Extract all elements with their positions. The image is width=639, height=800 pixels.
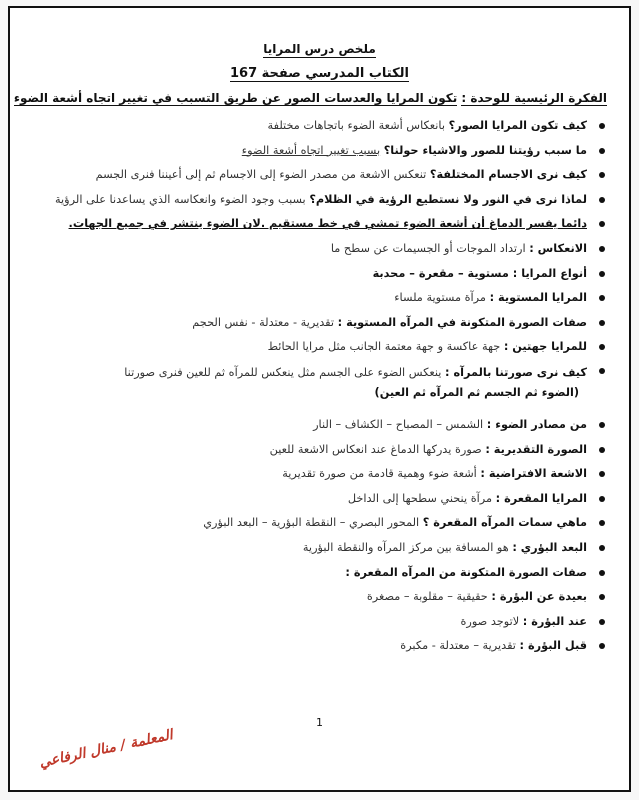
item-value: بسبب وجود الضوء وانعكاسه الذي يساعدنا على الرؤية bbox=[54, 192, 306, 206]
list-item bbox=[27, 212, 607, 237]
list-item bbox=[27, 511, 607, 536]
item-value: تقديرية – معتدلة - مكبرة bbox=[400, 639, 516, 653]
bullet-icon bbox=[599, 246, 605, 252]
bullet-icon bbox=[599, 295, 605, 301]
list-item bbox=[27, 360, 607, 413]
item-key: لماذا نرى في النور ولا نستطيع الرؤية في الظلام؟ bbox=[309, 192, 587, 206]
item-value: المحور البصري – النقطة البؤرية – البعد البؤري bbox=[203, 516, 420, 530]
list-item bbox=[27, 585, 607, 610]
item-key: دائما يفسر الدماغ أن أشعة الضوء تمشي في خط مستقيم .لان الضوء ينتشر في جميع الجهات. bbox=[68, 217, 587, 231]
list-item bbox=[27, 114, 607, 139]
item-value: هو المسافة بين مركز المرآه والنقطة البؤرية bbox=[302, 540, 509, 554]
item-key: صفات الصورة المتكونة من المرآه المقعرة : bbox=[345, 565, 587, 579]
document-page bbox=[8, 6, 631, 792]
item-value: لاتوجد صورة bbox=[460, 614, 520, 628]
main-idea bbox=[14, 91, 607, 105]
list-item bbox=[27, 487, 607, 512]
bullet-icon bbox=[599, 520, 605, 526]
list-item bbox=[27, 438, 607, 463]
bullet-icon bbox=[599, 496, 605, 502]
item-key: قبل البؤرة : bbox=[519, 639, 587, 653]
item-key: كيف نرى الاجسام المختلفة؟ bbox=[429, 168, 587, 182]
bullet-icon bbox=[599, 368, 605, 374]
list-item bbox=[27, 311, 607, 336]
item-value: ينعكس الضوء على الجسم مثل ينعكس للمرآه ثم للعين فنرى صورتنا bbox=[124, 365, 442, 379]
item-value: بانعكاس أشعة الضوء باتجاهات مختلفة bbox=[267, 119, 445, 132]
list-item bbox=[27, 335, 607, 360]
bullet-icon bbox=[599, 123, 605, 129]
item-value: أشعة ضوء وهمية قادمة من صورة تقديرية bbox=[282, 467, 477, 481]
item-key: من مصادر الضوء : bbox=[486, 417, 587, 431]
item-value: حقيقية – مقلوبة – مصغرة bbox=[366, 590, 488, 604]
item-key: الانعكاس : bbox=[529, 241, 587, 255]
bullet-icon bbox=[599, 619, 605, 625]
item-value: الشمس – المصباح – الكشاف – النار bbox=[313, 417, 484, 431]
item-key: أنواع المرايا : مستوية – مقعرة – محدبة bbox=[372, 266, 587, 280]
item-key: عند البؤرة : bbox=[522, 614, 587, 628]
item-value: مرآة ينحني سطحها إلى الداخل bbox=[347, 491, 493, 505]
item-value: مرآة مستوية ملساء bbox=[394, 291, 486, 305]
item-key: الاشعة الافتراضية : bbox=[480, 467, 587, 481]
list-item bbox=[27, 536, 607, 561]
item-key: المرايا المقعرة : bbox=[495, 491, 587, 505]
item-key: صفات الصورة المتكونة في المرآه المستوية : bbox=[337, 315, 587, 329]
bullet-icon bbox=[599, 197, 605, 203]
item-sub-note: (الضوء ثم الجسم ثم المرآه ثم العين) bbox=[374, 385, 579, 399]
item-key: كيف نرى صورتنا بالمرآه : bbox=[445, 365, 587, 379]
list-item bbox=[27, 634, 607, 659]
teacher-signature: المعلمة / منال الرفاعي bbox=[37, 727, 175, 771]
list-item bbox=[27, 139, 607, 164]
list-item bbox=[27, 163, 607, 188]
bullet-icon bbox=[599, 320, 605, 326]
item-key: البعد البؤري : bbox=[512, 540, 587, 554]
list-item bbox=[27, 462, 607, 487]
list-item bbox=[27, 188, 607, 213]
list-item bbox=[27, 286, 607, 311]
page-number: 1 bbox=[316, 716, 323, 729]
list-item bbox=[27, 237, 607, 262]
list-item bbox=[27, 610, 607, 635]
title-text: ملخص درس المرايا bbox=[263, 42, 376, 56]
list-item bbox=[27, 413, 607, 438]
item-value: ارتداد الموجات أو الجسيمات عن سطح ما bbox=[330, 241, 526, 255]
main-idea-text: تكون المرايا والعدسات الصور عن طريق التسبب في تغيير اتجاه أشعة الضوء bbox=[13, 91, 458, 105]
bullet-icon bbox=[599, 643, 605, 649]
page-subtitle bbox=[10, 66, 629, 81]
bullet-icon bbox=[599, 221, 605, 227]
item-key: للمرايا جهتين : bbox=[503, 340, 587, 354]
item-value: تنعكس الاشعة من مصدر الضوء إلى الاجسام ثم إلى أعيننا فنرى الجسم bbox=[95, 168, 427, 182]
item-key: ما سبب رؤيتنا للصور والاشياء حولنا؟ bbox=[383, 143, 587, 157]
page-title bbox=[10, 42, 629, 56]
bullet-icon bbox=[599, 344, 605, 350]
item-key: المرايا المستوية : bbox=[489, 291, 587, 305]
bullet-icon bbox=[599, 471, 605, 477]
subtitle-text: الكتاب المدرسي صفحة 167 bbox=[229, 66, 410, 81]
bullet-icon bbox=[599, 594, 605, 600]
item-value: صورة يدركها الدماغ عند انعكاس الاشعة للعين bbox=[269, 442, 482, 456]
item-key: الصورة التقديرية : bbox=[485, 442, 587, 456]
item-value: جهة عاكسة و جهة معتمة الجانب مثل مرايا الحائط bbox=[267, 340, 501, 354]
item-value: تقديرية - معتدلة - نفس الحجم bbox=[192, 315, 335, 329]
bullet-icon bbox=[599, 271, 605, 277]
main-idea-label: الفكرة الرئيسية للوحدة : bbox=[461, 91, 607, 105]
item-value: بسبب تغيير اتجاه أشعة الضوء bbox=[241, 143, 381, 157]
bullet-icon bbox=[599, 545, 605, 551]
list-item bbox=[27, 262, 607, 287]
item-key: كيف تكون المرايا الصور؟ bbox=[448, 119, 587, 132]
bullet-icon bbox=[599, 148, 605, 154]
bullet-icon bbox=[599, 172, 605, 178]
bullet-icon bbox=[599, 570, 605, 576]
list-item bbox=[27, 561, 607, 586]
bullet-icon bbox=[599, 447, 605, 453]
item-key: ماهي سمات المرآه المقعرة ؟ bbox=[422, 516, 587, 530]
item-key: بعيدة عن البؤرة : bbox=[491, 590, 587, 604]
bullet-icon bbox=[599, 422, 605, 428]
summary-list bbox=[27, 114, 607, 659]
